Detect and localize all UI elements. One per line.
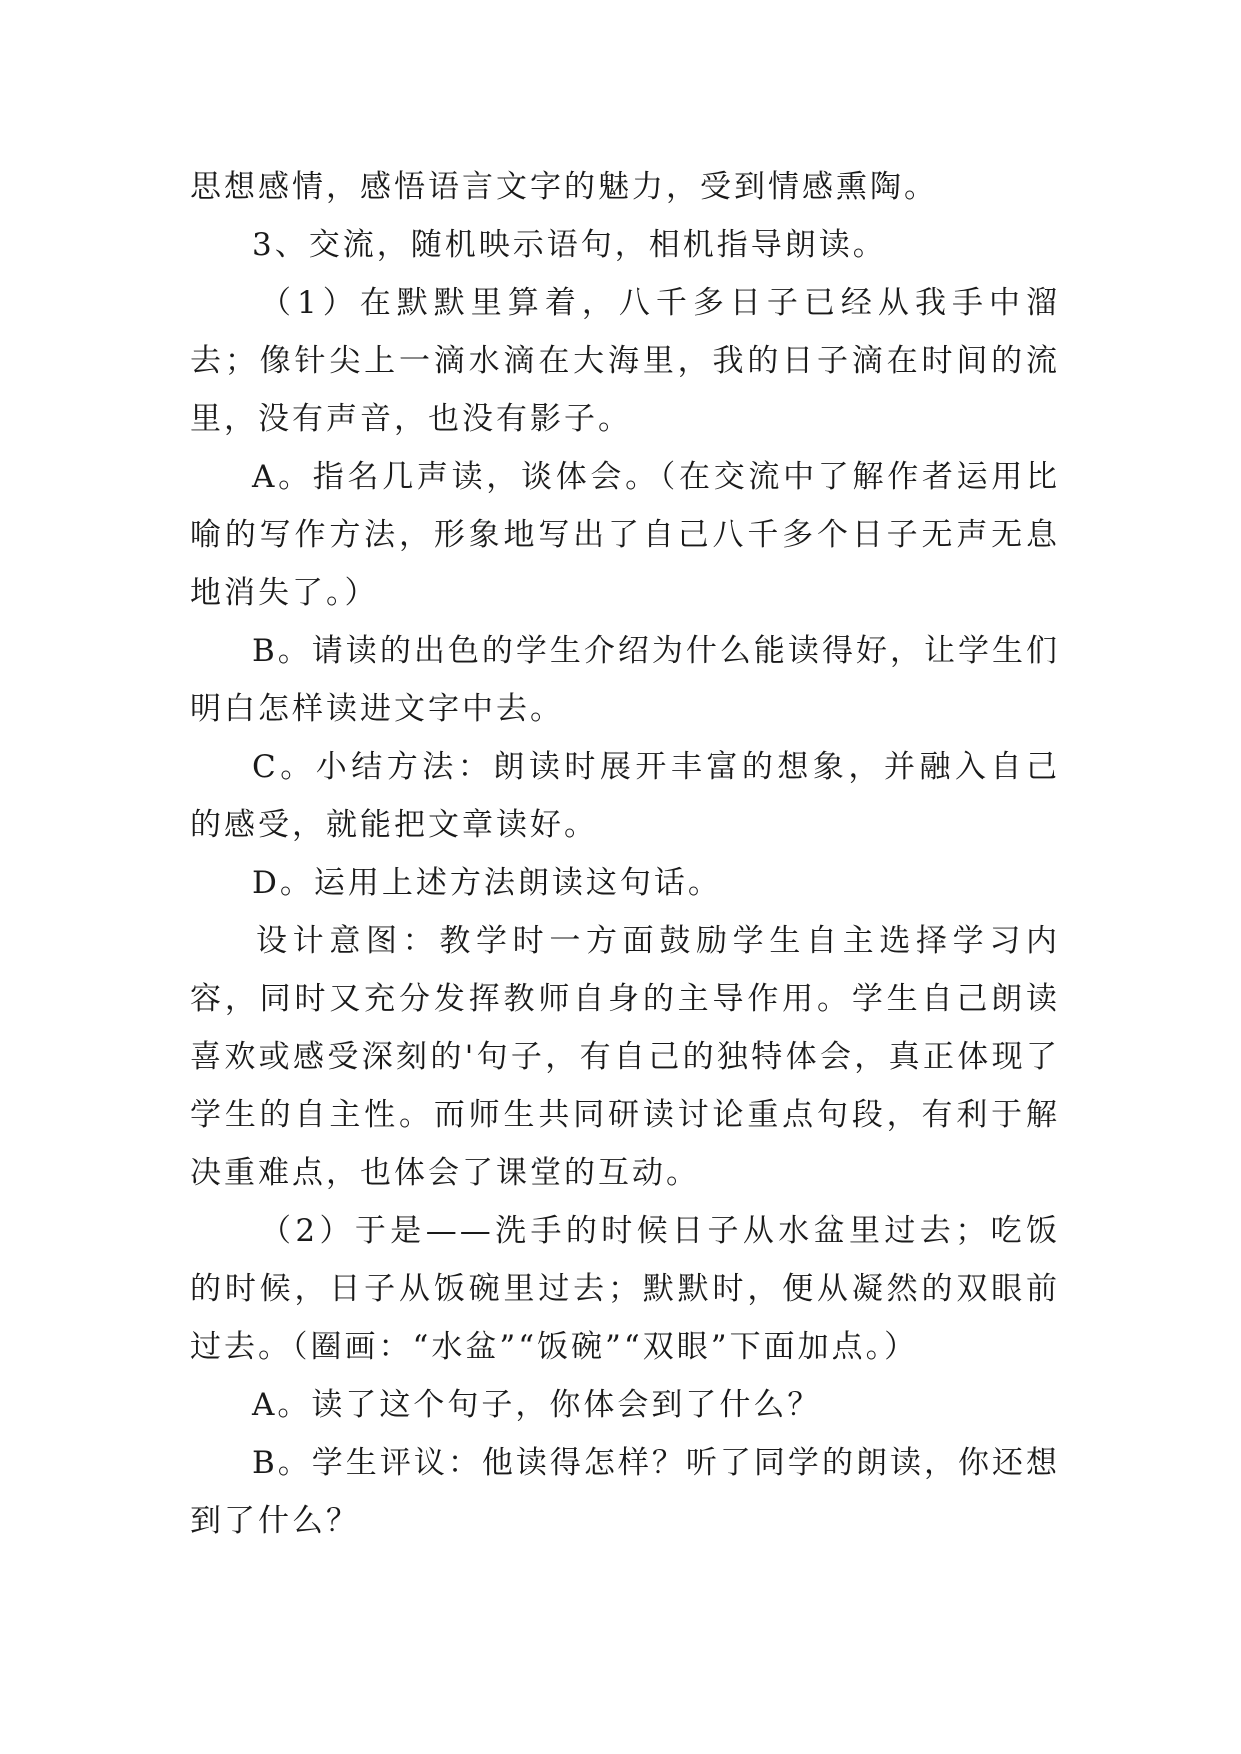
paragraph-item-a: A。指名几声读，谈体会。（在交流中了解作者运用比喻的写作方法，形象地写出了自己八千多个日子无声无息地消失了。） xyxy=(190,459,1060,611)
paragraph-item-a-2: A。读了这个句子，你体会到了什么？ xyxy=(252,1387,822,1423)
paragraph-item-b-2: B。学生评议：他读得怎样？听了同学的朗读，你还想到了什么？ xyxy=(190,1445,1060,1539)
document-body xyxy=(190,158,1060,1550)
paragraph-item-b: B。请读的出色的学生介绍为什么能读得好，让学生们明白怎样读进文字中去。 xyxy=(190,633,1060,727)
paragraph-item-d: D。运用上述方法朗读这句话。 xyxy=(252,865,722,901)
paragraph-design-intent: 设计意图：教学时一方面鼓励学生自主选择学习内容，同时又充分发挥教师自身的主导作用。学生自己朗读喜欢或感受深刻的'句子，有自己的独特体会，真正体现了学生的自主性。而师生共同研读讨论重点句段，有利于解决重难点，也体会了课堂的互动。 xyxy=(190,923,1060,1191)
paragraph-item-c: C。小结方法：朗读时展开丰富的想象，并融入自己的感受，就能把文章读好。 xyxy=(190,749,1060,843)
paragraph-step-3: 3、交流，随机映示语句，相机指导朗读。 xyxy=(252,227,887,263)
paragraph-continuation: 思想感情，感悟语言文字的魅力，受到情感熏陶。 xyxy=(190,169,938,205)
paragraph-quote-1: （1）在默默里算着，八千多日子已经从我手中溜去；像针尖上一滴水滴在大海里，我的日子滴在时间的流里，没有声音，也没有影子。 xyxy=(190,285,1060,437)
paragraph-quote-2: （2）于是——洗手的时候日子从水盆里过去；吃饭的时候，日子从饭碗里过去；默默时，便从凝然的双眼前过去。（圈画：“水盆”“饭碗”“双眼”下面加点。） xyxy=(190,1213,1060,1365)
